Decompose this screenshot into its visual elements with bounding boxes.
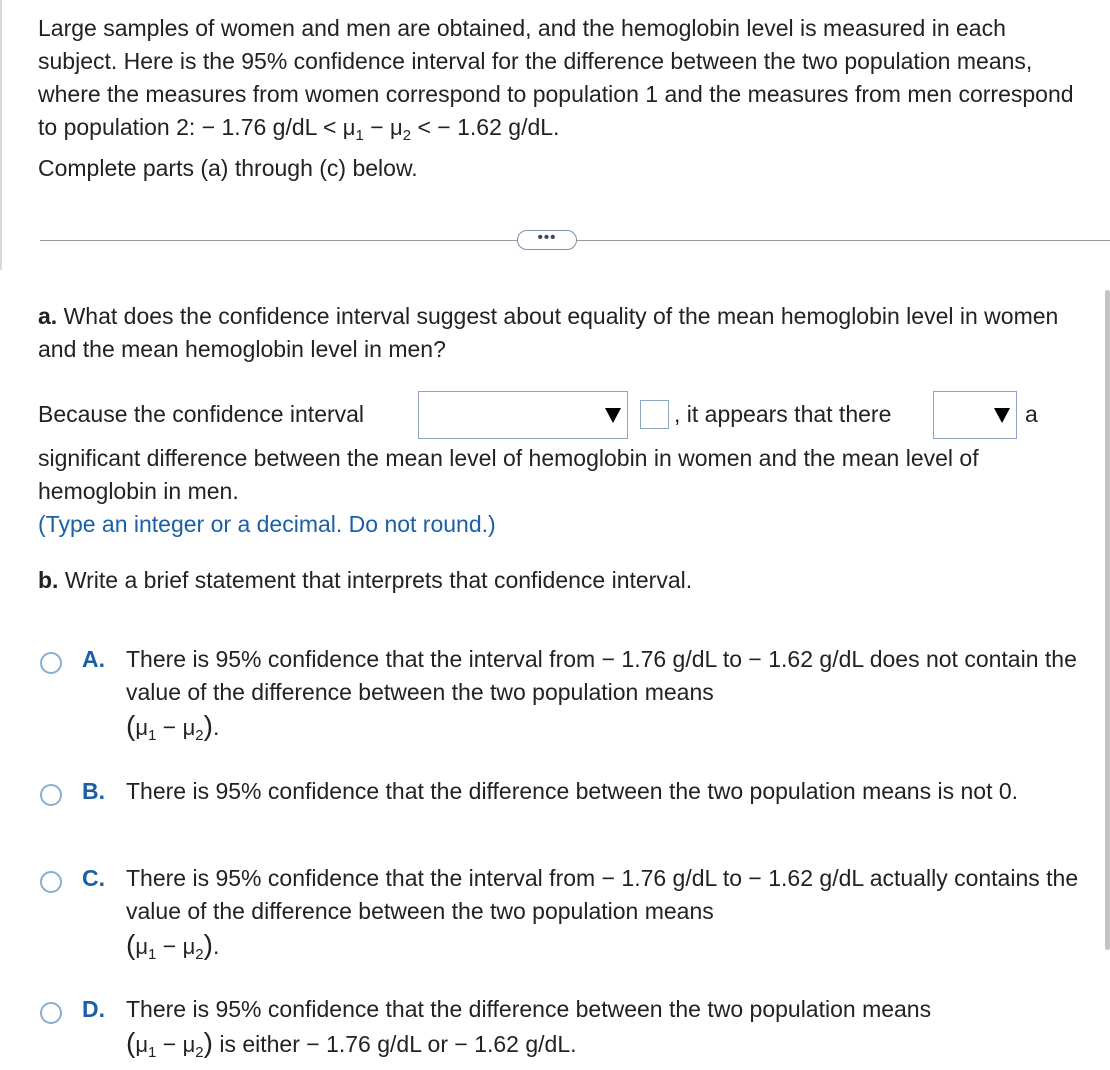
option-letter: A. <box>82 646 105 672</box>
ci-upper: − 1.62 g/dL <box>437 114 554 140</box>
option-text: There is 95% confidence that the difference between the two population means $(\mu_1 - \mu_2)$ is either − 1.76 g/dL or − 1.62 g/dL. <box>126 996 932 1061</box>
expand-more-button[interactable]: ••• <box>517 230 577 250</box>
left-edge-border <box>0 0 2 270</box>
radio-button-b[interactable] <box>40 784 62 806</box>
complete-instruction: Complete parts (a) through (c) below. <box>38 155 418 181</box>
part-b-question: b. Write a brief statement that interprets that confidence interval. <box>38 567 693 593</box>
input-hint: (Type an integer or a decimal. Do not round.) <box>38 511 496 537</box>
problem-statement <box>38 12 1088 185</box>
part-a-sentence-end: significant difference between the mean level of hemoglobin in women and the mean level of hemoglobin in men. <box>38 445 979 504</box>
option-letter: D. <box>82 996 105 1022</box>
option-letter: C. <box>82 865 105 891</box>
radio-button-c[interactable] <box>40 871 62 893</box>
radio-button-d[interactable] <box>40 1002 62 1024</box>
option-text: There is 95% confidence that the interval from − 1.76 g/dL to − 1.62 g/dL actually contains the value of the difference between the two population means $(\mu_1 - \mu_2)$. <box>126 865 1079 963</box>
part-a-question: a. What does the confidence interval suggest about equality of the mean hemoglobin level in women and the mean hemoglobin level in men? <box>38 303 1059 362</box>
dropdown-arrow-icon <box>605 408 621 423</box>
part-a-sentence-start: Because the confidence interval <box>38 401 365 427</box>
part-a-sentence-a: a <box>1025 401 1038 427</box>
option-text: There is 95% confidence that the interval from − 1.76 g/dL to − 1.62 g/dL does not contain the value of the difference between the two population means $(\mu_1 - \mu_2)$. <box>126 646 1077 744</box>
option-text: There is 95% confidence that the difference between the two population means is not 0. <box>126 778 1019 804</box>
answer-input[interactable] <box>640 400 669 429</box>
option-letter: B. <box>82 778 105 804</box>
scrollbar[interactable] <box>1105 290 1110 950</box>
interval-dropdown[interactable] <box>418 391 628 439</box>
radio-button-a[interactable] <box>40 652 62 674</box>
problem-text: Large samples of women and men are obtained, and the hemoglobin level is measured in each subject. Here is the 95% confidence interval for the difference between the two population means, where the measures from women correspond to population 1 and the measures from men correspond to population 2: − 1.76 $g/dL < \mu_1 - \mu_2$ < − 1.62 g/dL. <box>38 15 1074 144</box>
ci-lower: − 1.76 g/dL <box>201 114 317 140</box>
is-isnot-dropdown[interactable] <box>933 391 1017 439</box>
part-a-sentence-mid: , it appears that there <box>674 401 892 427</box>
dropdown-arrow-icon <box>994 408 1010 423</box>
